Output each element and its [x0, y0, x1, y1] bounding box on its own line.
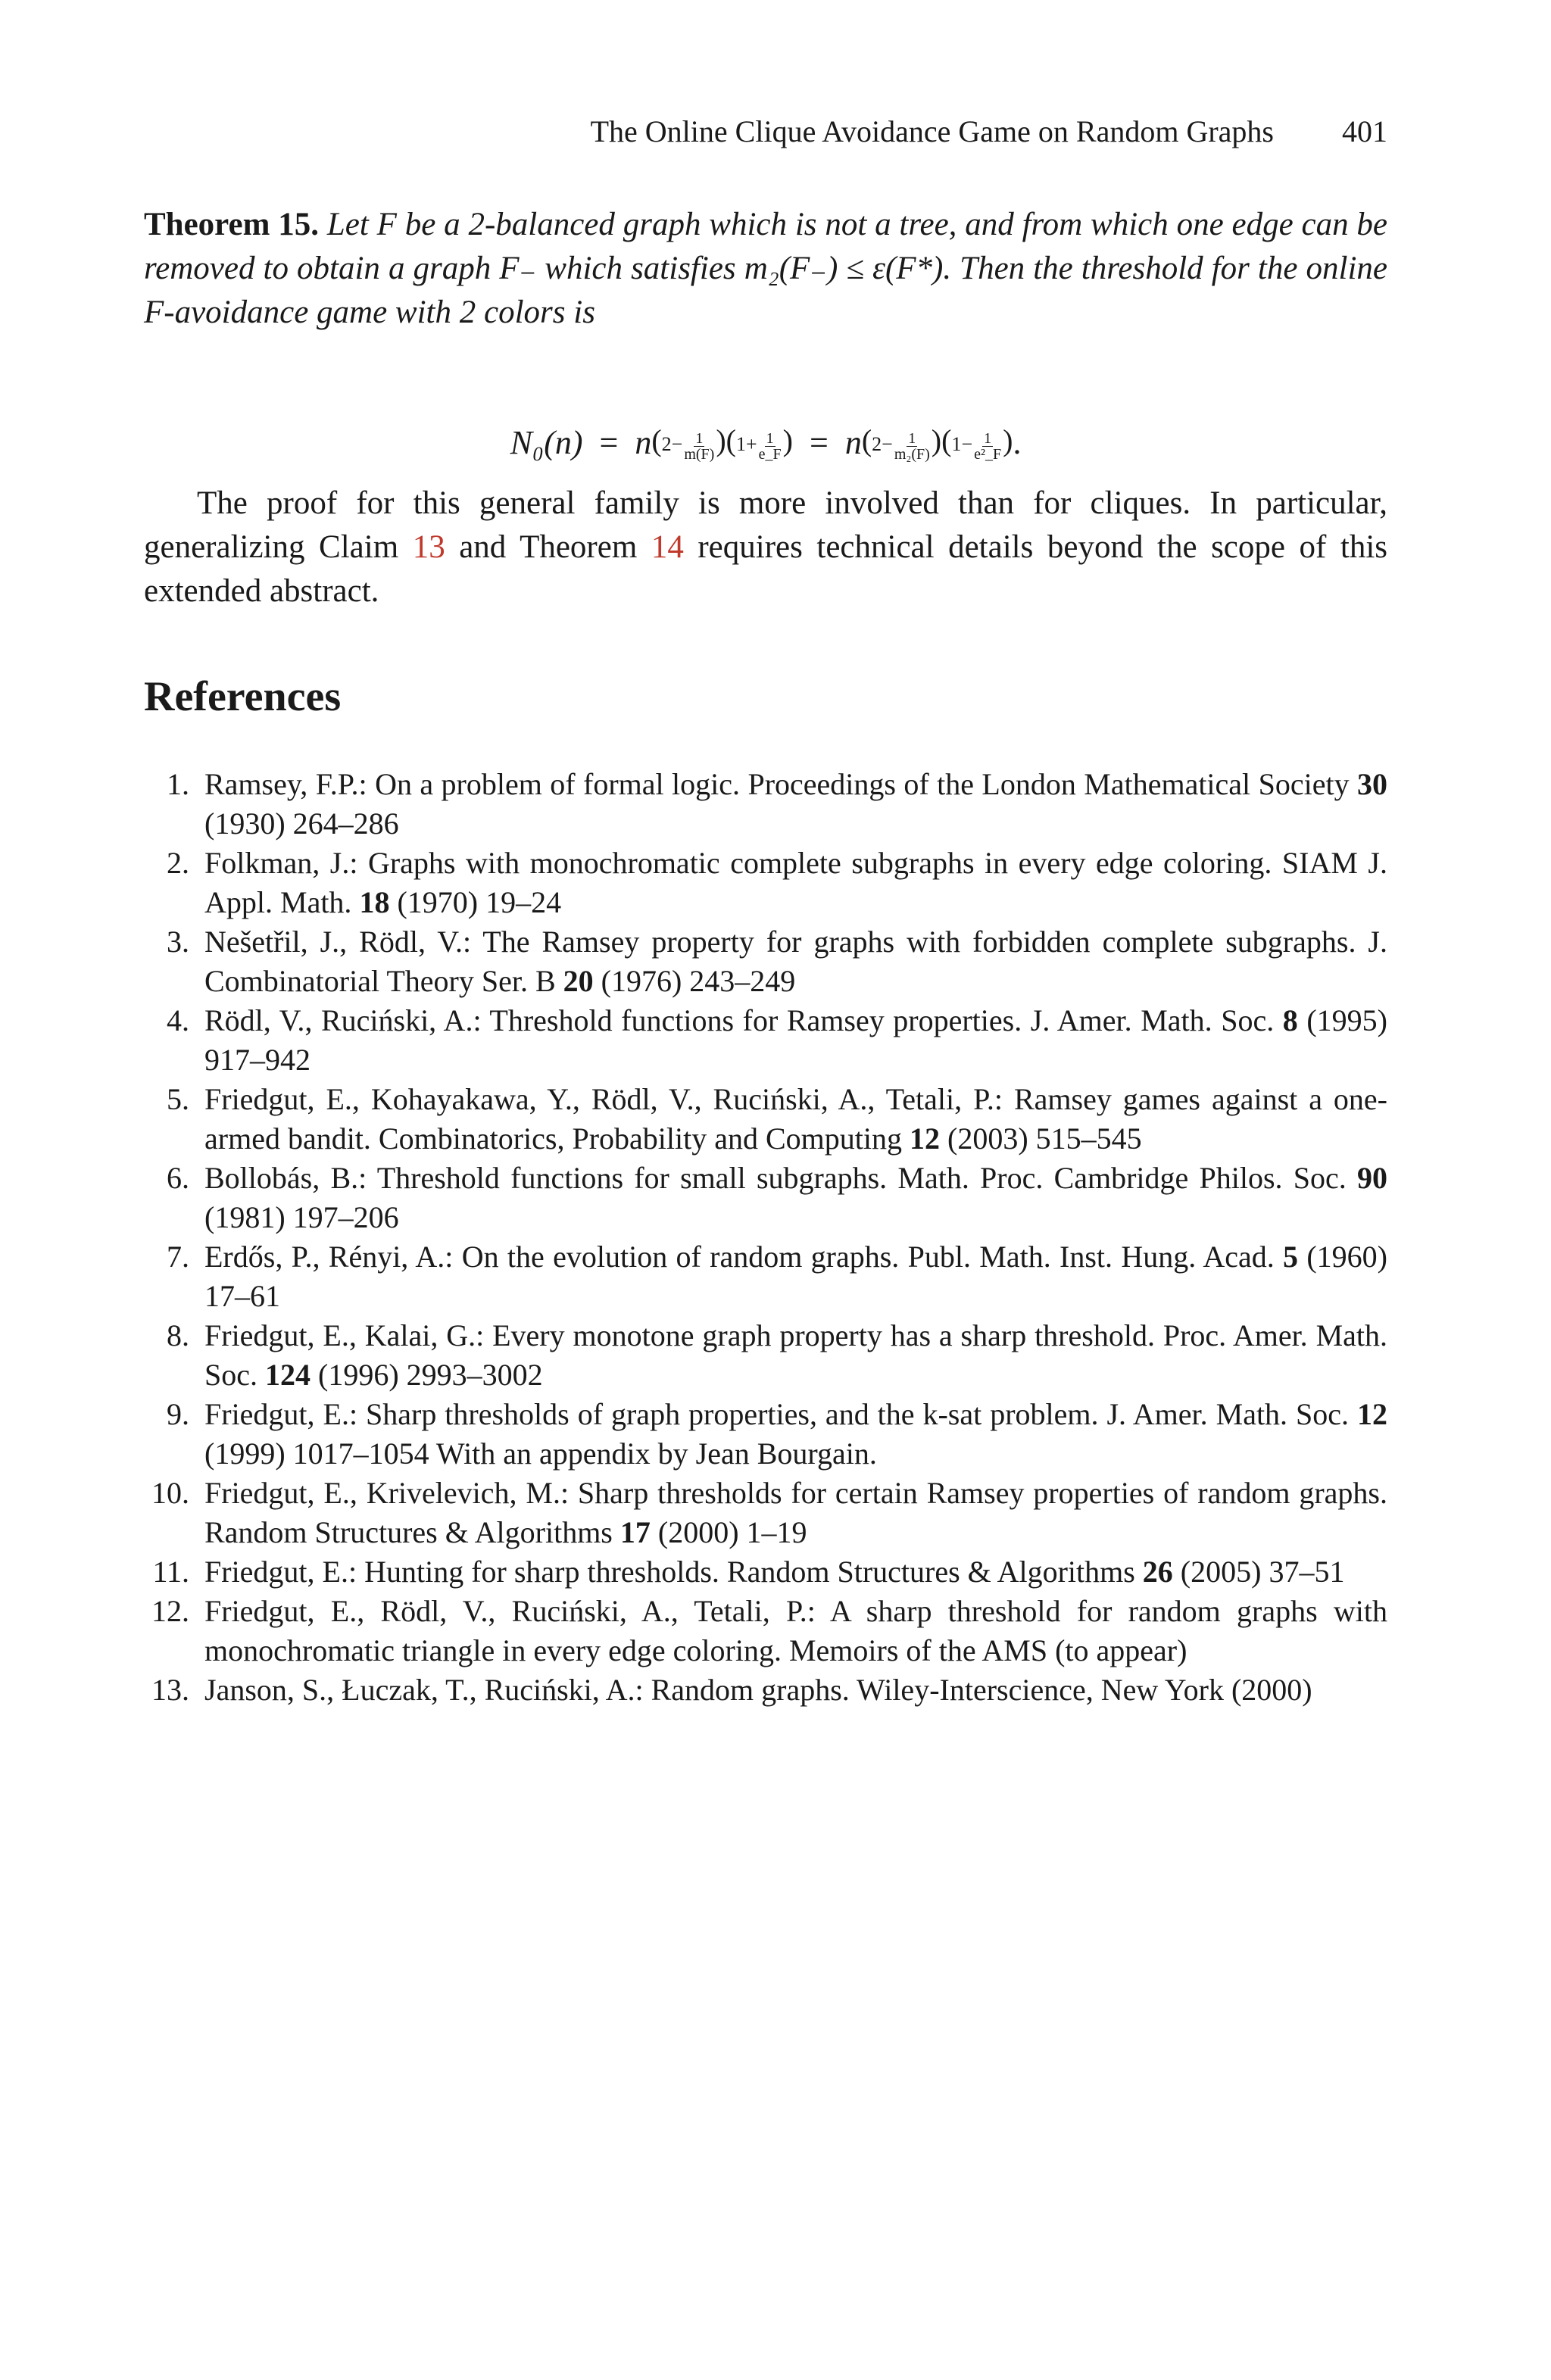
page-number: 401	[1342, 114, 1387, 148]
equation-lhs: N₀(n)	[510, 424, 583, 461]
reference-item: 12. Friedgut, E., Rödl, V., Ruciński, A., Tetali, P.: A sharp threshold for random graphs with monochromatic triangle in every edge coloring. Memoirs of the AMS (to appear)	[151, 1594, 1387, 1667]
reference-item: 7. Erdős, P., Rényi, A.: On the evolution of random graphs. Publ. Math. Inst. Hung. Acad. 5 (1960) 17–61	[167, 1240, 1388, 1313]
reference-item: 8. Friedgut, E., Kalai, G.: Every monotone graph property has a sharp threshold. Proc. Amer. Math. Soc. 124 (1996) 2993–3002	[167, 1318, 1387, 1392]
theorem-statement: Let F be a 2-balanced graph which is not a tree, and from which one edge can be removed to obtain a graph F₋ which satisfies m₂(F₋) ≤ ε(F*). Then the threshold for the online F-avoidance game with 2 colors is	[144, 207, 1388, 330]
claim-13-link[interactable]: 13	[412, 529, 445, 565]
exponent-1: (2− $\frac{1}{m(F)}$ )(1+ $\frac{1}{e\_F}$ )	[651, 423, 793, 463]
proof-remark-paragraph: The proof for this general family is more involved than for cliques. In particular, generalizing Claim 13 and Theorem 14 requires technical details beyond the scope of this extended abstract.	[144, 485, 1387, 609]
equation-base-2: n	[844, 424, 862, 461]
reference-item: 9. Friedgut, E.: Sharp thresholds of graph properties, and the k-sat problem. J. Amer. Math. Soc. 12 (1999) 1017–1054 With an appendix by Jean Bourgain.	[167, 1397, 1387, 1471]
reference-item: 6. Bollobás, B.: Threshold functions for small subgraphs. Math. Proc. Cambridge Philos. Soc. 90 (1981) 197–206	[167, 1161, 1387, 1234]
equation-base-1: n	[635, 424, 652, 461]
equals-sign-2: =	[809, 424, 829, 461]
running-head	[144, 114, 1387, 149]
reference-item: 5. Friedgut, E., Kohayakawa, Y., Rödl, V., Ruciński, A., Tetali, P.: Ramsey games against a one-armed bandit. Combinatorics, Probability and Computing 12 (2003) 515–545	[167, 1082, 1387, 1156]
reference-item: 13. Janson, S., Łuczak, T., Ruciński, A.: Random graphs. Wiley-Interscience, New York (2000)	[151, 1673, 1312, 1707]
reference-item: 11. Friedgut, E.: Hunting for sharp thresholds. Random Structures & Algorithms 26 (2005) 37–51	[152, 1555, 1345, 1589]
theorem-15	[144, 203, 1387, 335]
running-head-title: The Online Clique Avoidance Game on Random Graphs	[590, 114, 1274, 148]
reference-item: 2. Folkman, J.: Graphs with monochromatic complete subgraphs in every edge coloring. SIAM J. Appl. Math. 18 (1970) 19–24	[167, 846, 1387, 919]
reference-item: 1. Ramsey, F.P.: On a problem of formal logic. Proceedings of the London Mathematical Society 30 (1930) 264–286	[167, 767, 1387, 841]
equation-period: .	[1013, 424, 1022, 461]
equals-sign-1: =	[599, 424, 619, 461]
exponent-2: (2− $\frac{1}{\text{m₂(F)}}$ )(1− $\frac{1}{\text{e²\_F}}$ )	[861, 423, 1013, 463]
theorem-14-link[interactable]: 14	[651, 529, 684, 565]
reference-item: 10. Friedgut, E., Krivelevich, M.: Sharp thresholds for certain Ramsey properties of random graphs. Random Structures & Algorithms 17 (2000) 1–19	[151, 1476, 1387, 1549]
references-heading: References	[144, 673, 342, 720]
reference-list	[144, 765, 1387, 1710]
threshold-equation	[144, 379, 1387, 462]
theorem-label: Theorem 15.	[144, 207, 319, 242]
reference-item: 4. Rödl, V., Ruciński, A.: Threshold functions for Ramsey properties. J. Amer. Math. Soc. 8 (1995) 917–942	[167, 1003, 1387, 1077]
reference-item: 3. Nešetřil, J., Rödl, V.: The Ramsey property for graphs with forbidden complete subgraphs. J. Combinatorial Theory Ser. B 20 (1976) 243–249	[167, 925, 1387, 998]
